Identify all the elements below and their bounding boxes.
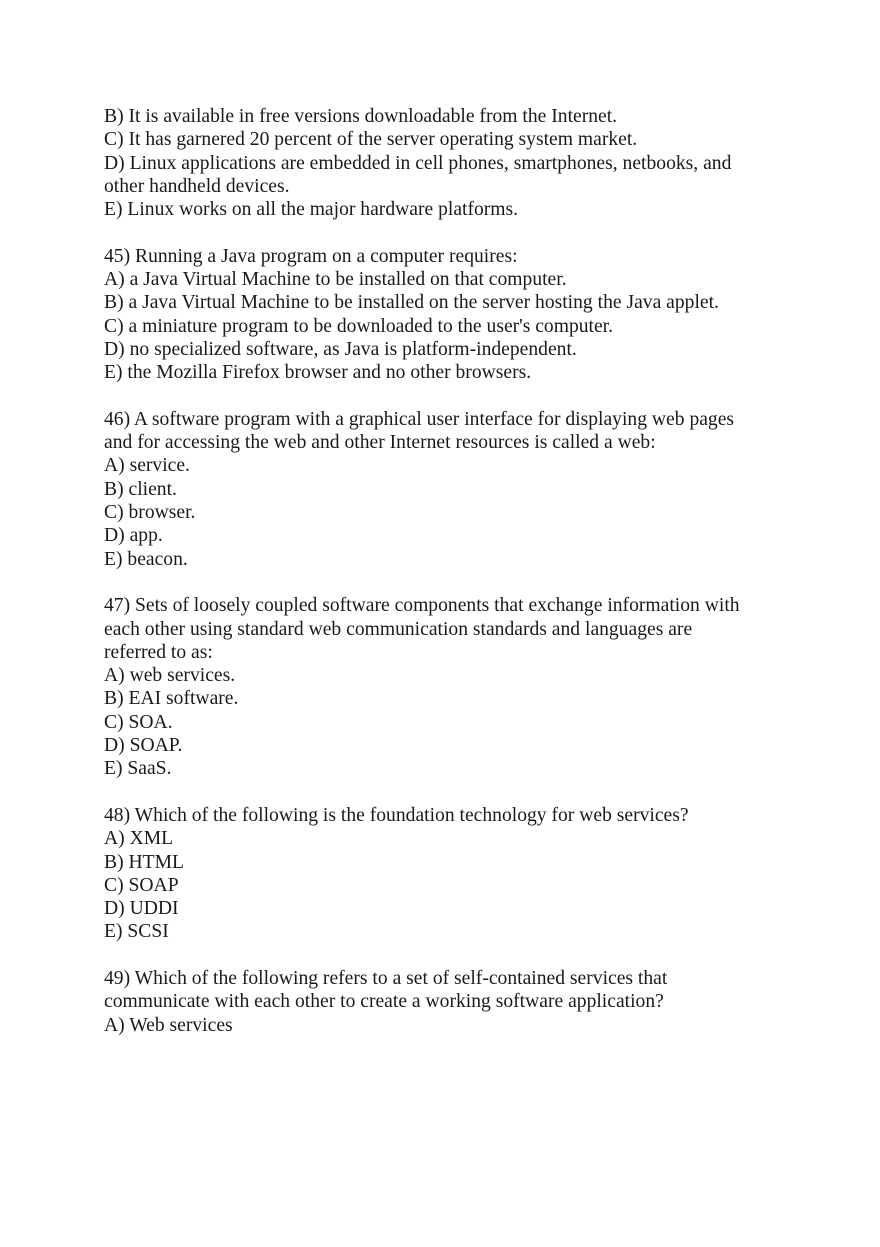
question-46 [104, 408, 804, 571]
option-e: E) SaaS. [104, 758, 172, 780]
option-a: A) web services. [104, 665, 236, 687]
question-44-continuation [104, 105, 804, 221]
option-d: D) SOAP. [104, 735, 183, 757]
option-b: B) HTML [104, 851, 185, 873]
option-c: C) SOAP [104, 874, 179, 896]
option-a: A) a Java Virtual Machine to be installed on that computer. [104, 269, 567, 291]
spacer [104, 781, 804, 804]
spacer [104, 571, 804, 594]
option-e: E) Linux works on all the major hardware platforms. [104, 199, 519, 221]
question-49 [104, 967, 804, 1037]
question-48 [104, 804, 804, 944]
question-stem-continued: each other using standard web communication standards and languages are [104, 618, 693, 640]
option-c: C) SOA. [104, 711, 173, 733]
option-b: B) EAI software. [104, 688, 239, 710]
option-a: A) service. [104, 455, 190, 477]
question-stem: 45) Running a Java program on a computer requires: [104, 245, 518, 267]
question-stem: 47) Sets of loosely coupled software components that exchange information with [104, 595, 740, 617]
option-d: D) Linux applications are embedded in cell phones, smartphones, netbooks, and [104, 152, 732, 174]
option-b: B) It is available in free versions downloadable from the Internet. [104, 106, 618, 127]
option-a: A) Web services [104, 1014, 233, 1036]
option-b: B) a Java Virtual Machine to be installed on the server hosting the Java applet. [104, 292, 719, 314]
option-d: D) app. [104, 525, 163, 547]
question-stem: 46) A software program with a graphical user interface for displaying web pages [104, 408, 735, 430]
question-45 [104, 245, 804, 385]
question-47 [104, 594, 804, 780]
option-d: D) UDDI [104, 898, 179, 920]
question-stem-continued: and for accessing the web and other Internet resources is called a web: [104, 432, 656, 454]
option-a: A) XML [104, 828, 174, 850]
option-c: C) It has garnered 20 percent of the server operating system market. [104, 129, 638, 151]
spacer [104, 944, 804, 967]
option-c: C) a miniature program to be downloaded to the user's computer. [104, 315, 614, 337]
question-stem: 49) Which of the following refers to a set of self-contained services that [104, 967, 668, 989]
option-d-continued: other handheld devices. [104, 175, 290, 197]
question-stem-continued: referred to as: [104, 641, 213, 663]
question-stem-continued: communicate with each other to create a working software application? [104, 991, 664, 1013]
option-e: E) the Mozilla Firefox browser and no other browsers. [104, 362, 532, 384]
option-e: E) beacon. [104, 548, 188, 570]
option-b: B) client. [104, 478, 177, 500]
spacer [104, 221, 804, 244]
option-e: E) SCSI [104, 921, 169, 943]
option-d: D) no specialized software, as Java is platform-independent. [104, 338, 577, 360]
document-page [104, 105, 804, 1037]
question-stem: 48) Which of the following is the foundation technology for web services? [104, 804, 689, 826]
spacer [104, 385, 804, 408]
option-c: C) browser. [104, 502, 196, 524]
